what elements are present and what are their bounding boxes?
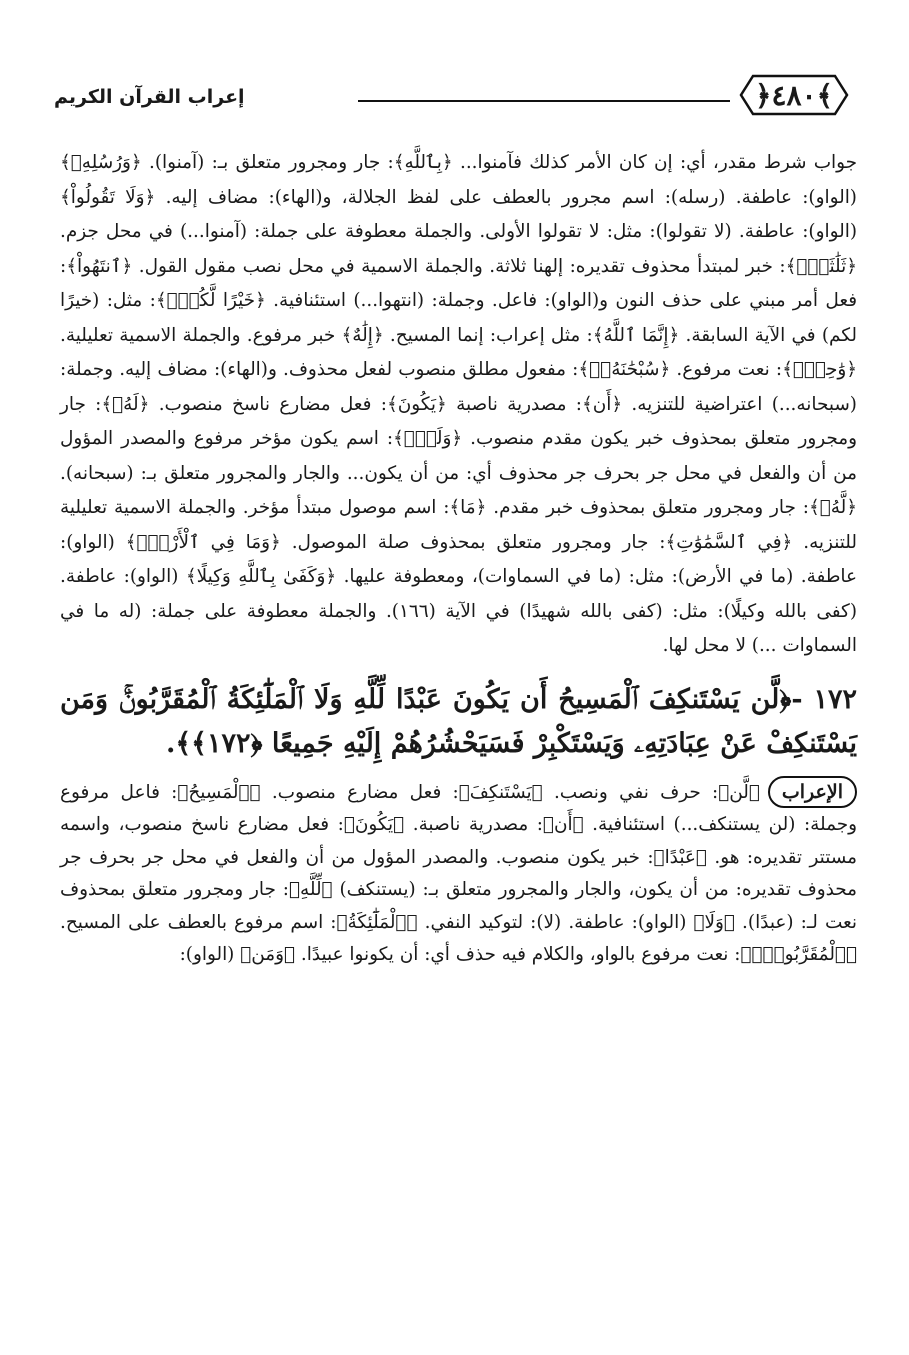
- irab-text: ﴿لَّن﴾: حرف نفي ونصب. ﴿يَسْتَنكِفَ﴾: فعل مضارع منصوب. ﴿ٱلْمَسِيحُ﴾: فاعل مرفوع وجملة: (لن يستنكف...) استئنافية. ﴿أَن﴾: مصدرية ناصبة. ﴿يَكُونَ﴾: فعل مضارع ناسخ منصوب، واسمه مستتر تقديره: هو. ﴿عَبْدًا﴾: خبر يكون منصوب. والمصدر المؤول من أن والفعل في محل جر بحرف جر محذوف تقديره: من أن يكون، والجار والمجرور متعلق بـ: (يستنكف) ﴿لِّلَّهِ﴾: جار ومجرور متعلق بمحذوف نعت لـ: (عبدًا). ﴿وَلَا﴾ (الواو): عاطفة. (لا): لتوكيد النفي. ﴿ٱلْمَلَٰٓئِكَةُ﴾: اسم مرفوع بالعطف على المسيح. ﴿ٱلْمُقَرَّبُونَۚ﴾: نعت مرفوع بالواو، والكلام فيه حذف أي: أن يكونوا عبيدًا. ﴿وَمَن﴾ (الواو):: [60, 781, 857, 965]
- book-title: إعراب القرآن الكريم: [54, 86, 245, 108]
- page-number: ﴿٤٨٠﴾: [755, 78, 833, 112]
- irab-paragraph: [60, 776, 857, 972]
- header-rule: [358, 100, 730, 102]
- verse-172: ١٧٢ -﴿لَّن يَسْتَنكِفَ ٱلْمَسِيحُ أَن يَكُونَ عَبْدًا لِّلَّهِ وَلَا ٱلْمَلَٰٓئِكَةُ ٱلْمُقَرَّبُونَۚ وَمَن يَسْتَنكِفْ عَنْ عِبَادَتِهِۦ وَيَسْتَكْبِرْ فَسَيَحْشُرُهُمْ إِلَيْهِ جَمِيعًا ﴿١٧٢﴾﴾.: [60, 683, 857, 759]
- page-number-badge: [739, 72, 849, 118]
- page-content: [60, 146, 857, 972]
- irab-label: الإعراب: [768, 776, 857, 808]
- commentary-paragraph: جواب شرط مقدر، أي: إن كان الأمر كذلك فآمنوا... ﴿بِٱللَّهِ﴾: جار ومجرور متعلق بـ: (آمنوا). ﴿وَرُسُلِهِۦ﴾ (الواو): عاطفة. (رسله): اسم مجرور بالعطف على لفظ الجلالة، و(الهاء): مضاف إليه. ﴿وَلَا تَقُولُواْ﴾ (الواو): عاطفة. (لا تقولوا): مثل: لا تقولوا الأولى. والجملة معطوفة على جملة: (آمنوا...) في محل جزم. ﴿ثَلَٰثَةٌۚ﴾: خبر لمبتدأ محذوف تقديره: إلهنا ثلاثة. والجملة الاسمية في محل نصب مقول القول. ﴿ٱنتَهُواْ﴾: فعل أمر مبني على حذف النون و(الواو): فاعل. وجملة: (انتهوا...) استئنافية. ﴿خَيْرًا لَّكُمْۚ﴾: مثل: (خيرًا لكم) في الآية السابقة. ﴿إِنَّمَا ٱللَّهُ﴾: مثل إعراب: إنما المسيح. ﴿إِلَٰهٌ﴾ خبر مرفوع. والجملة الاسمية تعليلية. ﴿وَٰحِدٌۖ﴾: نعت مرفوع. ﴿سُبْحَٰنَهُۥٓ﴾: مفعول مطلق منصوب لفعل محذوف. و(الهاء): مضاف إليه. وجملة: (سبحانه...) اعتراضية للتنزيه. ﴿أَن﴾: مصدرية ناصبة ﴿يَكُونَ﴾: فعل مضارع ناسخ منصوب. ﴿لَهُۥ﴾: جار ومجرور متعلق بمحذوف خبر يكون مقدم منصوب. ﴿وَلَدٌۘ﴾: اسم يكون مؤخر مرفوع والمصدر المؤول من أن والفعل في محل جر بحرف جر محذوف أي: من أن يكون... والجار والمجرور متعلق بـ: (سبحانه). ﴿لَّهُۥ﴾: جار ومجرور متعلق بمحذوف خبر مقدم. ﴿مَا﴾: اسم موصول مبتدأ مؤخر. والجملة الاسمية تعليلية للتنزيه. ﴿فِي ٱلسَّمَٰوَٰتِ﴾: جار ومجرور متعلق بمحذوف صلة الموصول. ﴿وَمَا فِي ٱلْأَرْضِۗ﴾ (الواو): عاطفة. (ما في الأرض): مثل: (ما في السماوات)، ومعطوفة عليها. ﴿وَكَفَىٰ بِٱللَّهِ وَكِيلًا﴾ (الواو): عاطفة. (كفى بالله وكيلًا): مثل: (كفى بالله شهيدًا) في الآية (١٦٦). والجملة معطوفة على جملة: (له ما في السماوات ...) لا محل لها.: [60, 152, 857, 656]
- page-header: [40, 72, 879, 122]
